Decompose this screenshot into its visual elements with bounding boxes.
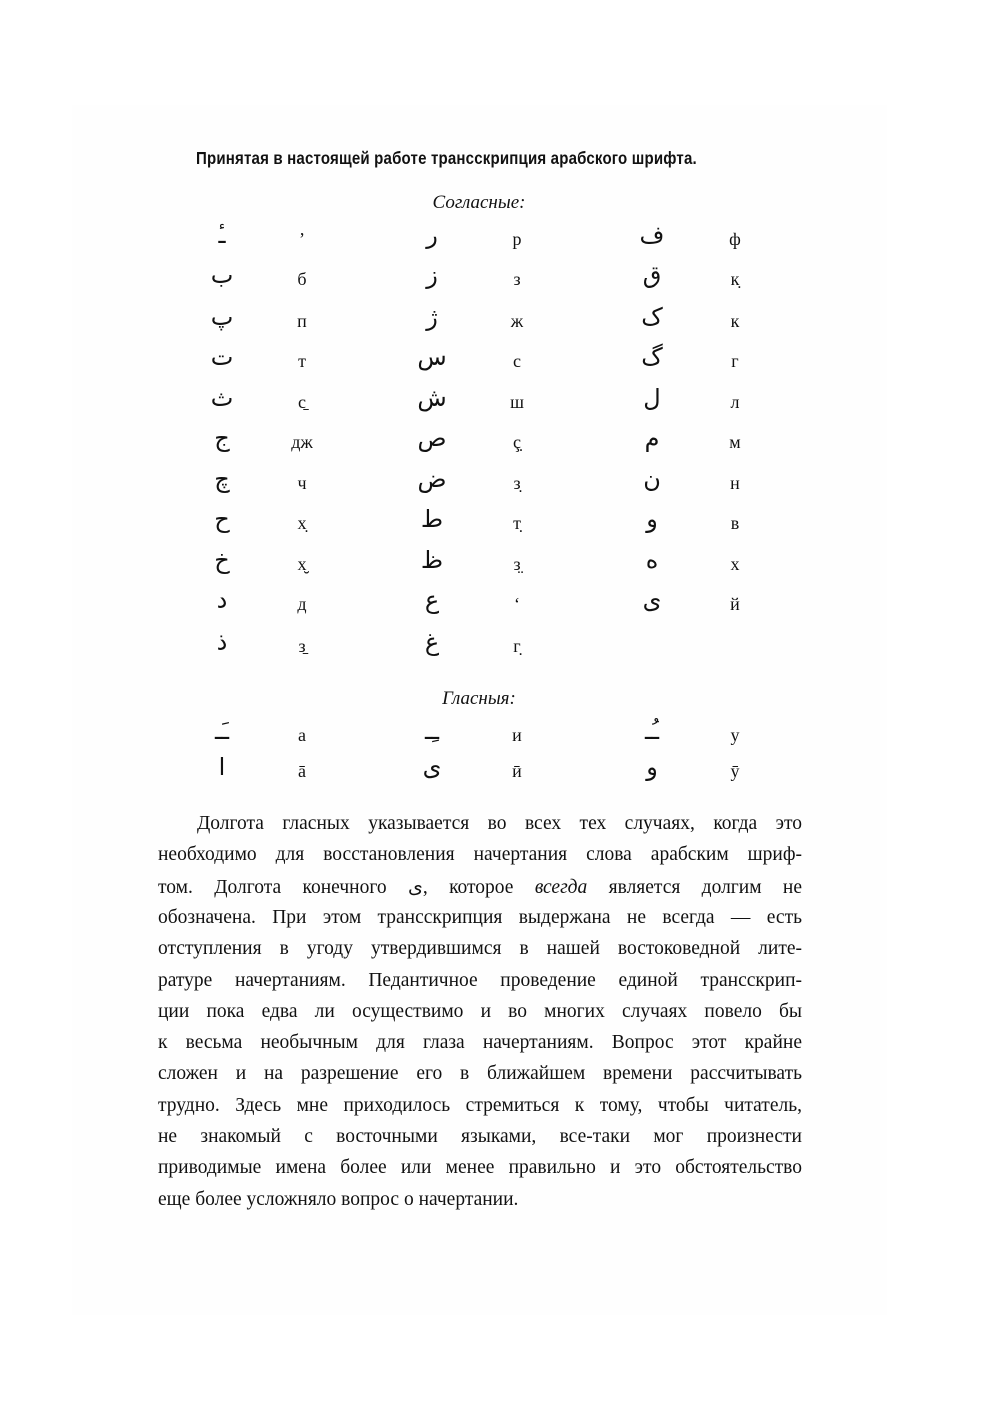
- transcription: ӣ: [512, 761, 522, 781]
- transcription: ш: [510, 392, 524, 412]
- transcription: й: [730, 594, 740, 614]
- arabic-letter: ـُـ: [644, 717, 660, 745]
- transcription: х̣: [297, 513, 307, 533]
- transcription: з: [513, 269, 521, 289]
- arabic-letter: گ: [641, 343, 663, 371]
- paragraph-line: ратуре начертаниям. Педантичное проведение единой трансскрип-: [158, 969, 802, 991]
- arabic-letter: ف: [639, 221, 665, 249]
- arabic-letter: ک: [641, 303, 663, 331]
- paragraph-line: [158, 875, 802, 900]
- transcription: л: [730, 392, 740, 412]
- arabic-letter: ط: [420, 505, 444, 533]
- arabic-letter: ج: [214, 424, 230, 452]
- transcription: ‘: [514, 594, 520, 614]
- transcription: ’: [299, 229, 305, 249]
- arabic-letter: ث: [210, 384, 234, 412]
- transcription: у: [730, 725, 740, 745]
- arabic-letter: ت: [210, 343, 234, 371]
- arabic-letter: ى: [422, 753, 442, 781]
- arabic-letter: ـٔ: [218, 221, 226, 249]
- transcription: г: [731, 351, 739, 371]
- arabic-letter: ص: [417, 424, 447, 452]
- transcription: ч: [297, 473, 307, 493]
- line-segment-c: является долгим не: [608, 876, 803, 898]
- arabic-letter: ع: [424, 586, 440, 614]
- paragraph-line: обозначена. При этом трансскрипция выдержана не всегда — есть: [158, 906, 802, 928]
- vowels-heading: Гласныя:: [442, 688, 516, 709]
- arabic-letter: ل: [643, 384, 661, 412]
- transcription: м: [729, 432, 741, 452]
- paragraph-line: к весьма необычным для глаза начертаниям. Вопрос этот крайне: [158, 1032, 802, 1054]
- transcription: ā: [298, 761, 306, 781]
- paragraph-line: трудно. Здесь мне приходилось стремиться к тому, чтобы читатель,: [158, 1094, 802, 1116]
- arabic-letter: پ: [210, 303, 234, 331]
- paragraph-line: Долгота гласных указывается во всех тех случаях, когда это: [197, 813, 802, 834]
- arabic-letter: ق: [642, 261, 662, 289]
- arabic-letter: ى: [642, 586, 662, 614]
- arabic-letter: ش: [417, 384, 447, 412]
- transcription: з̱: [298, 636, 306, 656]
- paragraph-line: отступления в угоду утвердившимся в нашей востоковедной лите-: [158, 938, 802, 960]
- transcription: ӯ: [730, 761, 740, 781]
- transcription: к: [730, 311, 740, 331]
- arabic-letter: س: [417, 343, 447, 371]
- arabic-letter: د: [216, 586, 228, 614]
- transcription: г̣: [513, 636, 521, 656]
- transcription: а: [298, 725, 306, 745]
- paragraph-line: приводимые имена более или менее правильно и это обстоятельство: [158, 1157, 802, 1179]
- arabic-letter: و: [646, 753, 658, 781]
- paragraph-line: необходимо для восстановления начертания слова арабским шриф-: [158, 844, 802, 866]
- consonants-heading: Согласные:: [432, 192, 526, 213]
- transcription: ж: [510, 311, 524, 331]
- arabic-letter: ـِـ: [424, 717, 440, 745]
- transcription: б: [297, 269, 307, 289]
- transcription: ç̣: [513, 432, 521, 452]
- arabic-letter: ن: [643, 465, 661, 493]
- line-segment-italic: всегда: [534, 876, 588, 898]
- transcription: с̱: [298, 392, 306, 412]
- transcription: ф: [729, 229, 741, 249]
- arabic-letter: ح: [214, 505, 230, 533]
- transcription: к̣: [730, 269, 740, 289]
- transcription: в: [730, 513, 740, 533]
- transcription: з̣: [513, 473, 521, 493]
- arabic-letter: خ: [214, 546, 230, 574]
- transcription: х: [730, 554, 740, 574]
- arabic-letter: ـَـ: [214, 717, 230, 745]
- transcription: с: [513, 351, 521, 371]
- line-segment-arabic: ى: [407, 875, 423, 898]
- line-segment-a: том. Долгота конечного: [158, 876, 387, 898]
- arabic-letter: ض: [417, 465, 447, 493]
- arabic-letter: ب: [210, 261, 234, 289]
- paragraph-line: еще более усложняло вопрос о начертании.: [158, 1188, 519, 1210]
- paragraph-line: сложен и на разрешение его в ближайшем времени рассчитывать: [158, 1063, 802, 1085]
- arabic-letter: ظ: [420, 546, 444, 574]
- transcription: з̤: [513, 554, 521, 574]
- line-segment-b: , которое: [422, 876, 514, 898]
- page-title: Принятая в настоящей работе трансскрипция арабского шрифта.: [196, 148, 697, 168]
- transcription: х̮: [297, 554, 307, 574]
- arabic-letter: ر: [426, 221, 438, 249]
- transcription: р: [512, 229, 522, 249]
- transcription: дж: [291, 432, 313, 452]
- transcription: т̣: [513, 513, 521, 533]
- arabic-letter: ز: [426, 261, 438, 289]
- arabic-letter: م: [644, 424, 660, 452]
- paragraph-line: ции пока едва ли осуществимо и во многих случаях повело бы: [158, 1000, 802, 1022]
- arabic-letter: غ: [424, 628, 440, 656]
- arabic-letter: ژ: [426, 303, 438, 331]
- transcription: т: [298, 351, 306, 371]
- transcription: и: [512, 725, 522, 745]
- arabic-letter: ا: [218, 753, 226, 781]
- arabic-letter: ه: [645, 546, 659, 574]
- transcription: н: [730, 473, 740, 493]
- transcription: д: [297, 594, 307, 614]
- paragraph-line: не знакомый с восточными языками, все-таки мог произнести: [158, 1126, 802, 1147]
- transcription: п: [297, 311, 307, 331]
- arabic-letter: چ: [214, 465, 230, 493]
- arabic-letter: ذ: [216, 628, 228, 656]
- arabic-letter: و: [646, 505, 658, 533]
